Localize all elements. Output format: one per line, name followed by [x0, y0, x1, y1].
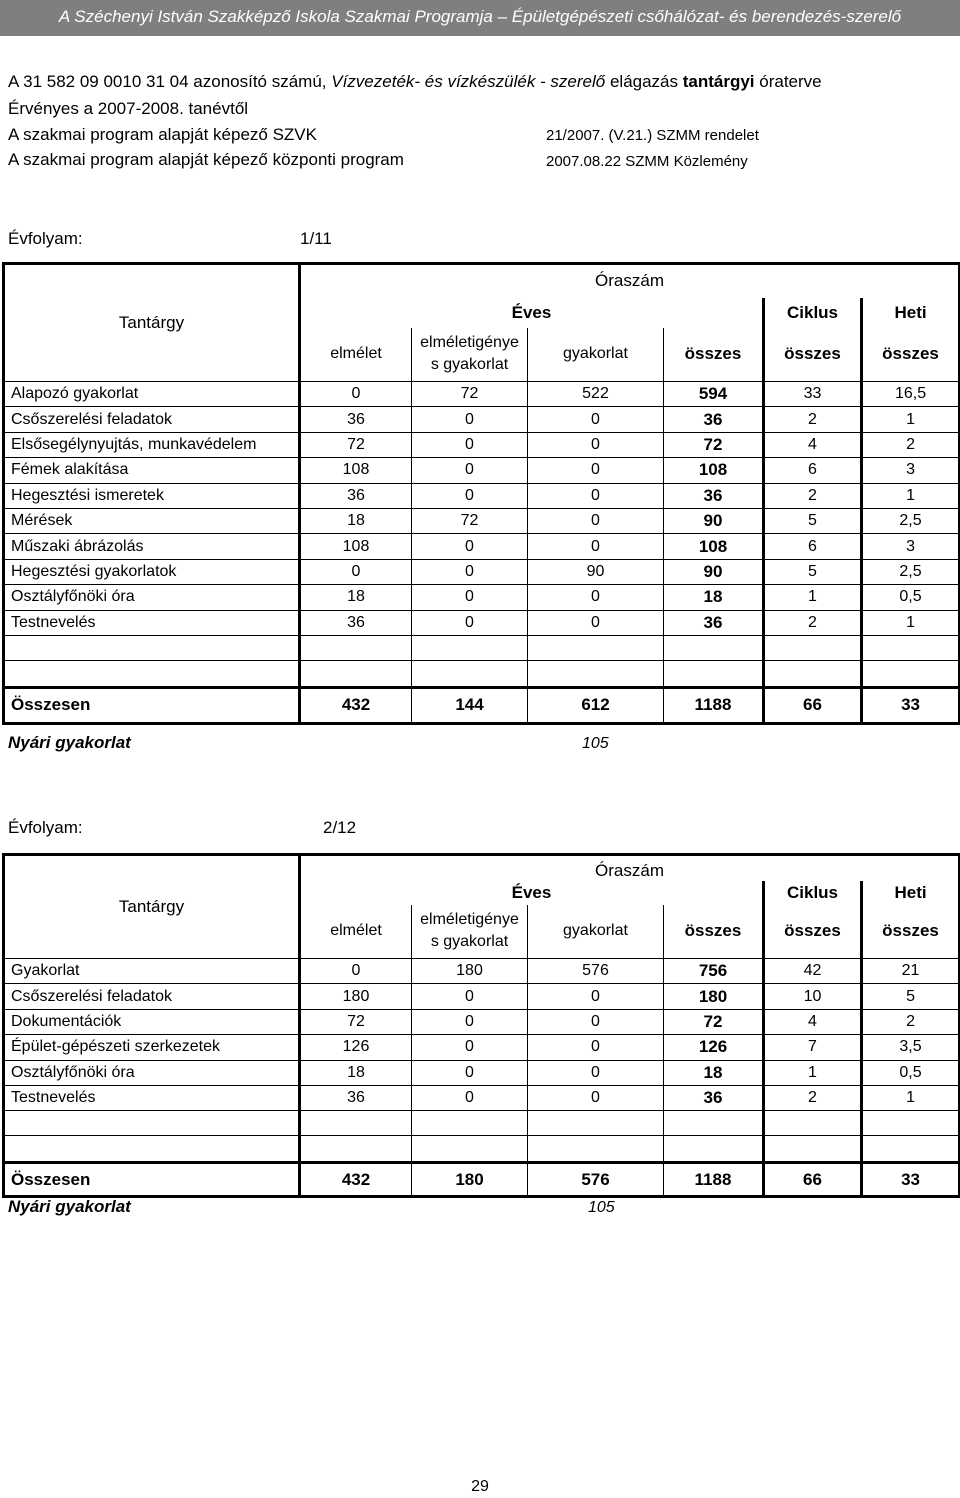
ciklus-value: 7	[764, 1035, 862, 1060]
subject-row	[4, 959, 960, 984]
col-header-heti: Heti	[862, 881, 960, 905]
heti-value: 0,5	[862, 1060, 960, 1085]
nyari-gyakorlat-value: 105	[582, 735, 609, 752]
subject-row	[4, 458, 960, 483]
total-elmelet: 432	[300, 687, 412, 723]
ciklus-value: 2	[764, 610, 862, 635]
total-elmelet: 432	[300, 1163, 412, 1197]
empty-cell	[300, 660, 412, 687]
heti-value: 1	[862, 483, 960, 508]
col-header-heti: Heti	[862, 298, 960, 328]
elmelet-value: 0	[300, 382, 412, 407]
empty-cell	[300, 635, 412, 660]
empty-cell	[4, 635, 300, 660]
col-header-elmeletigenyes	[412, 905, 528, 959]
subject-name: Csőszerelési feladatok	[4, 407, 300, 432]
elmeletigenyes-value: 0	[412, 483, 528, 508]
gyakorlat-value: 0	[528, 1009, 664, 1034]
empty-cell	[412, 635, 528, 660]
total-label: Összesen	[4, 1163, 300, 1197]
subject-name: Alapozó gyakorlat	[4, 382, 300, 407]
gyakorlat-value: 0	[528, 610, 664, 635]
col-header-ciklus: Ciklus	[764, 881, 862, 905]
elmeletigenyes-value: 0	[412, 458, 528, 483]
subject-name: Osztályfőnöki óra	[4, 585, 300, 610]
subject-row	[4, 559, 960, 584]
heti-value: 16,5	[862, 382, 960, 407]
ciklus-value: 42	[764, 959, 862, 984]
total-ciklus: 66	[764, 687, 862, 723]
ciklus-value: 1	[764, 585, 862, 610]
col-header-tantargy: Tantárgy	[4, 264, 300, 382]
ciklus-value: 33	[764, 382, 862, 407]
ciklus-value: 6	[764, 534, 862, 559]
heti-value: 2	[862, 1009, 960, 1034]
heti-value: 3	[862, 534, 960, 559]
gyakorlat-value: 0	[528, 432, 664, 457]
col-header-elmeletigenyes-line1: elméletigénye	[420, 911, 519, 929]
empty-cell	[764, 635, 862, 660]
central-program-label: A szakmai program alapját képező központi program	[8, 150, 404, 169]
nyari-gyakorlat-label: Nyári gyakorlat	[8, 1197, 131, 1216]
empty-cell	[664, 1136, 764, 1163]
empty-cell	[764, 1111, 862, 1136]
subject-name: Mérések	[4, 508, 300, 533]
subject-name: Csőszerelési feladatok	[4, 984, 300, 1009]
table-2-body	[4, 959, 960, 1111]
elmelet-value: 0	[300, 559, 412, 584]
elmelet-value: 72	[300, 432, 412, 457]
elmeletigenyes-value: 0	[412, 984, 528, 1009]
evfolyam-label: Évfolyam:	[8, 229, 83, 248]
empty-cell	[862, 1136, 960, 1163]
subject-name: Hegesztési ismeretek	[4, 483, 300, 508]
gyakorlat-value: 0	[528, 483, 664, 508]
subject-row	[4, 483, 960, 508]
title-specialization: Vízvezeték- és vízkészülék - szerelő	[331, 72, 606, 91]
gyakorlat-value: 90	[528, 559, 664, 584]
gyakorlat-value: 0	[528, 1060, 664, 1085]
total-row	[4, 1163, 960, 1197]
total-gyakorlat: 612	[528, 687, 664, 723]
heti-value: 21	[862, 959, 960, 984]
osszes-value: 90	[664, 559, 764, 584]
ciklus-value: 2	[764, 483, 862, 508]
empty-cell	[764, 1136, 862, 1163]
empty-cell	[862, 660, 960, 687]
ciklus-value: 10	[764, 984, 862, 1009]
empty-cell	[528, 635, 664, 660]
total-osszes: 1188	[664, 1163, 764, 1197]
empty-cell	[764, 660, 862, 687]
heti-value: 5	[862, 984, 960, 1009]
osszes-value: 108	[664, 534, 764, 559]
empty-cell	[528, 660, 664, 687]
total-elmeletigenyes: 180	[412, 1163, 528, 1197]
empty-cell	[4, 1136, 300, 1163]
subject-name: Osztályfőnöki óra	[4, 1060, 300, 1085]
subject-row	[4, 1060, 960, 1085]
subject-row	[4, 508, 960, 533]
subject-row	[4, 382, 960, 407]
subject-name: Testnevelés	[4, 1085, 300, 1110]
title-tantargyi: tantárgyi	[682, 72, 755, 91]
gyakorlat-value: 0	[528, 508, 664, 533]
subject-row	[4, 1009, 960, 1034]
subject-name: Dokumentációk	[4, 1009, 300, 1034]
osszes-value: 756	[664, 959, 764, 984]
gyakorlat-value: 0	[528, 1085, 664, 1110]
gyakorlat-value: 0	[528, 585, 664, 610]
col-header-gyakorlat: gyakorlat	[528, 328, 664, 382]
elmeletigenyes-value: 180	[412, 959, 528, 984]
col-header-elmeletigenyes-line2: s gyakorlat	[430, 356, 509, 374]
elmeletigenyes-value: 0	[412, 559, 528, 584]
subject-name: Műszaki ábrázolás	[4, 534, 300, 559]
elmelet-value: 36	[300, 1085, 412, 1110]
empty-cell	[862, 635, 960, 660]
empty-cell	[412, 1136, 528, 1163]
osszes-value: 18	[664, 585, 764, 610]
subject-name: Elsősegélynyujtás, munkavédelem	[4, 432, 300, 457]
col-header-gyakorlat: gyakorlat	[528, 905, 664, 959]
gyakorlat-value: 0	[528, 458, 664, 483]
total-heti: 33	[862, 687, 960, 723]
total-label: Összesen	[4, 687, 300, 723]
nyari-gyakorlat-label: Nyári gyakorlat	[8, 733, 131, 752]
col-header-oraszam: Óraszám	[300, 855, 960, 881]
subject-row	[4, 585, 960, 610]
ciklus-value: 4	[764, 1009, 862, 1034]
title-part-3: elágazás	[605, 72, 683, 91]
ciklus-value: 4	[764, 432, 862, 457]
heti-value: 2,5	[862, 559, 960, 584]
total-elmeletigenyes: 144	[412, 687, 528, 723]
szvk-value: 21/2007. (V.21.) SZMM rendelet	[546, 127, 759, 144]
ciklus-value: 2	[764, 407, 862, 432]
subject-name: Testnevelés	[4, 610, 300, 635]
empty-cell	[412, 660, 528, 687]
page-number: 29	[471, 1478, 489, 1495]
elmeletigenyes-value: 0	[412, 1060, 528, 1085]
table-1-body	[4, 382, 960, 636]
col-header-ciklus: Ciklus	[764, 298, 862, 328]
osszes-value: 72	[664, 432, 764, 457]
gyakorlat-value: 0	[528, 407, 664, 432]
gyakorlat-value: 0	[528, 984, 664, 1009]
empty-cell	[862, 1111, 960, 1136]
elmelet-value: 108	[300, 534, 412, 559]
evfolyam-value: 2/12	[323, 818, 357, 837]
col-header-osszes: összes	[664, 905, 764, 959]
elmelet-value: 36	[300, 483, 412, 508]
total-gyakorlat: 576	[528, 1163, 664, 1197]
col-header-tantargy: Tantárgy	[4, 855, 300, 959]
empty-cell	[528, 1111, 664, 1136]
ciklus-value: 5	[764, 508, 862, 533]
col-header-ciklus-osszes: összes	[764, 328, 862, 382]
elmeletigenyes-value: 0	[412, 534, 528, 559]
heti-value: 0,5	[862, 585, 960, 610]
osszes-value: 36	[664, 1085, 764, 1110]
subject-row	[4, 1085, 960, 1110]
empty-cell	[300, 1111, 412, 1136]
col-header-elmelet: elmélet	[300, 905, 412, 959]
heti-value: 3,5	[862, 1035, 960, 1060]
osszes-value: 108	[664, 458, 764, 483]
curriculum-table-1	[2, 262, 960, 725]
elmelet-value: 108	[300, 458, 412, 483]
col-header-oraszam: Óraszám	[300, 264, 960, 298]
osszes-value: 126	[664, 1035, 764, 1060]
subject-row	[4, 432, 960, 457]
szvk-label: A szakmai program alapját képező SZVK	[8, 125, 317, 144]
elmelet-value: 72	[300, 1009, 412, 1034]
empty-cell	[4, 660, 300, 687]
evfolyam-value: 1/11	[300, 229, 332, 248]
col-header-eves: Éves	[300, 881, 764, 905]
ciklus-value: 2	[764, 1085, 862, 1110]
osszes-value: 36	[664, 483, 764, 508]
elmeletigenyes-value: 0	[412, 1035, 528, 1060]
col-header-elmelet: elmélet	[300, 328, 412, 382]
total-ciklus: 66	[764, 1163, 862, 1197]
col-header-ciklus-osszes: összes	[764, 905, 862, 959]
osszes-value: 180	[664, 984, 764, 1009]
heti-value: 1	[862, 610, 960, 635]
col-header-elmeletigenyes	[412, 328, 528, 382]
osszes-value: 594	[664, 382, 764, 407]
empty-cell	[664, 1111, 764, 1136]
document-title	[8, 72, 822, 92]
ciklus-value: 6	[764, 458, 862, 483]
empty-cell	[664, 660, 764, 687]
col-header-elmeletigenyes-line1: elméletigénye	[420, 334, 519, 352]
gyakorlat-value: 0	[528, 1035, 664, 1060]
elmelet-value: 18	[300, 585, 412, 610]
subject-row	[4, 984, 960, 1009]
col-header-elmeletigenyes-line2: s gyakorlat	[430, 933, 509, 951]
empty-cell	[412, 1111, 528, 1136]
elmelet-value: 180	[300, 984, 412, 1009]
subject-row	[4, 407, 960, 432]
empty-cell	[4, 1111, 300, 1136]
curriculum-table-2	[2, 853, 960, 1198]
empty-cell	[664, 635, 764, 660]
heti-value: 3	[862, 458, 960, 483]
elmelet-value: 0	[300, 959, 412, 984]
elmelet-value: 18	[300, 508, 412, 533]
col-header-heti-osszes: összes	[862, 905, 960, 959]
osszes-value: 72	[664, 1009, 764, 1034]
ciklus-value: 1	[764, 1060, 862, 1085]
col-header-osszes: összes	[664, 328, 764, 382]
subject-name: Fémek alakítása	[4, 458, 300, 483]
elmelet-value: 126	[300, 1035, 412, 1060]
osszes-value: 36	[664, 407, 764, 432]
osszes-value: 36	[664, 610, 764, 635]
subject-name: Gyakorlat	[4, 959, 300, 984]
total-osszes: 1188	[664, 687, 764, 723]
subject-row	[4, 610, 960, 635]
total-heti: 33	[862, 1163, 960, 1197]
elmeletigenyes-value: 0	[412, 1085, 528, 1110]
heti-value: 1	[862, 407, 960, 432]
subject-name: Hegesztési gyakorlatok	[4, 559, 300, 584]
col-header-heti-osszes: összes	[862, 328, 960, 382]
title-part-5: óraterve	[754, 72, 822, 91]
gyakorlat-value: 576	[528, 959, 664, 984]
gyakorlat-value: 0	[528, 534, 664, 559]
empty-cell	[528, 1136, 664, 1163]
evfolyam-label: Évfolyam:	[8, 818, 83, 837]
subject-row	[4, 534, 960, 559]
elmelet-value: 36	[300, 610, 412, 635]
elmeletigenyes-value: 0	[412, 407, 528, 432]
col-header-eves: Éves	[300, 298, 764, 328]
osszes-value: 18	[664, 1060, 764, 1085]
subject-name: Épület-gépészeti szerkezetek	[4, 1035, 300, 1060]
heti-value: 2,5	[862, 508, 960, 533]
nyari-gyakorlat-value: 105	[588, 1199, 615, 1216]
elmeletigenyes-value: 0	[412, 1009, 528, 1034]
validity-line: Érvényes a 2007-2008. tanévtől	[8, 99, 249, 118]
gyakorlat-value: 522	[528, 382, 664, 407]
document-banner: A Széchenyi István Szakképző Iskola Szakmai Programja – Épületgépészeti csőhálózat- és berendezés-szerelő	[0, 0, 960, 36]
heti-value: 1	[862, 1085, 960, 1110]
elmeletigenyes-value: 72	[412, 382, 528, 407]
subject-row	[4, 1035, 960, 1060]
elmelet-value: 18	[300, 1060, 412, 1085]
elmelet-value: 36	[300, 407, 412, 432]
total-row	[4, 687, 960, 723]
ciklus-value: 5	[764, 559, 862, 584]
elmeletigenyes-value: 0	[412, 585, 528, 610]
empty-cell	[300, 1136, 412, 1163]
central-program-value: 2007.08.22 SZMM Közlemény	[546, 153, 748, 170]
title-part-1: A 31 582 09 0010 31 04 azonosító számú,	[8, 72, 332, 91]
elmeletigenyes-value: 72	[412, 508, 528, 533]
elmeletigenyes-value: 0	[412, 432, 528, 457]
elmeletigenyes-value: 0	[412, 610, 528, 635]
osszes-value: 90	[664, 508, 764, 533]
heti-value: 2	[862, 432, 960, 457]
